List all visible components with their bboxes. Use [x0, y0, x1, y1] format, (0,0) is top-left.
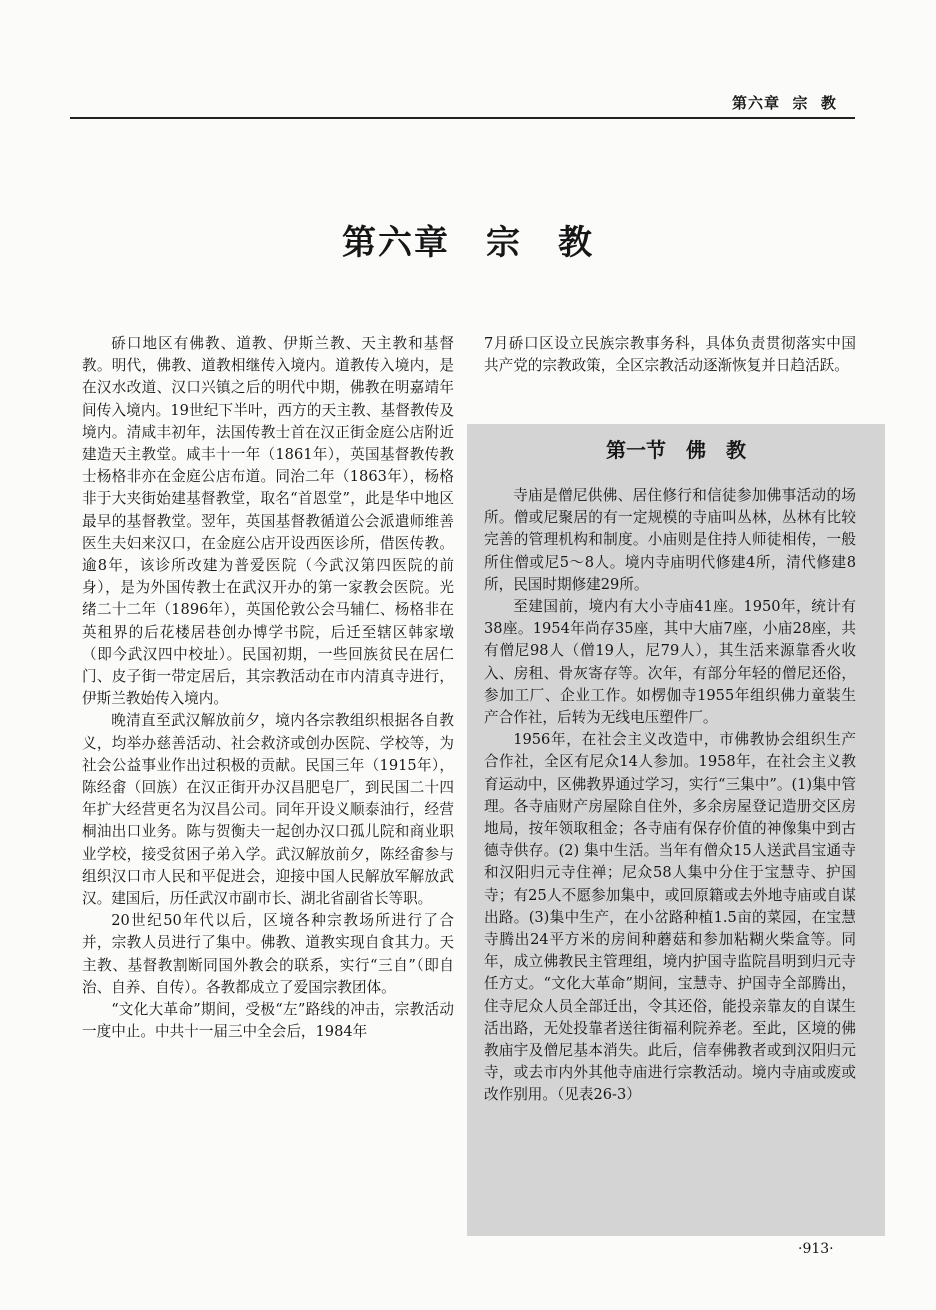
- page-number: ·913·: [798, 1241, 834, 1257]
- paragraph: 至建国前，境内有大小寺庙41座。1950年，统计有38座。1954年尚存35座，其中大庙7座，小庙28座，共有僧尼98人（僧19人，尼79人），其生活来源靠香火收入、房租、骨灰寄存等。次年，有部分年轻的僧尼还俗，参加工厂、企业工作。如楞伽寺1955年组织佛力童装生产合作社，后转为无线电压塑件厂。: [484, 598, 856, 727]
- section-title: 第一节 佛 教: [606, 438, 746, 462]
- section-shaded-box: [467, 424, 885, 1236]
- chapter-title: 第六章 宗 教: [342, 223, 594, 263]
- running-head: 第六章 宗 教: [732, 94, 837, 112]
- paragraph: “文化大革命”期间，受极“左”路线的冲击，宗教活动一度中止。中共十一届三中全会后，1984年: [82, 1001, 454, 1041]
- paragraph: 20世纪50年代以后，区境各种宗教场所进行了合并，宗教人员进行了集中。佛教、道教实现自食其力。天主教、基督教割断同国外教会的联系，实行“三自”（即自治、自养、自传）。各教都成立了爱国宗教团体。: [82, 912, 454, 996]
- header-rule: [70, 117, 855, 119]
- section-body: [484, 485, 856, 1107]
- left-column: [82, 333, 454, 1044]
- paragraph: 1956年，在社会主义改造中，市佛教协会组织生产合作社，全区有尼众14人参加。1958年，在社会主义教育运动中，区佛教界通过学习，实行“三集中”。(1)集中管理。各寺庙财产房屋除自住外，多余房屋登记造册交区房地局，按年领取租金；各寺庙有保存价值的神像集中到古德寺供存。(2) 集中生活。当年有僧众15人送武昌宝通寺和汉阳归元寺住禅；尼众58人集中分住于宝慧寺、护国寺；有25人不愿参加集中，或回原籍或去外地寺庙或自谋出路。(3)集中生产，在小岔路种植1.5亩的菜园，在宝慧寺腾出24平方米的房间种蘑菇和参加粘糊火柴盒等。同年，成立佛教民主管理组，境内护国寺监院昌明到归元寺任方丈。“文化大革命”期间，宝慧寺、护国寺全部腾出，住寺尼众人员全部迁出，令其还俗，能投亲靠友的自谋生活出路，无处投靠者送往街福利院养老。至此，区境的佛教庙宇及僧尼基本消失。此后，信奉佛教者或到汉阳归元寺，或去市内外其他寺庙进行宗教活动。境内寺庙或废或改作别用。（见表26-3）: [484, 731, 856, 1104]
- paragraph: 晚清直至武汉解放前夕，境内各宗教组织根据各自教义，均举办慈善活动、社会救济或创办医院、学校等，为社会公益事业作出过积极的贡献。民国三年（1915年），陈经畬（回族）在汉正街开办汉昌肥皂厂，到民国二十四年扩大经营更名为汉昌公司。同年开设义顺泰油行，经营桐油出口业务。陈与贺衡夫一起创办汉口孤儿院和商业职业学校，接受贫困子弟入学。武汉解放前夕，陈经畬参与组织汉口市人民和平促进会，迎接中国人民解放军解放武汉。建国后，历任武汉市副市长、湖北省副省长等职。: [82, 712, 454, 908]
- right-column-continuation: 7月硚口区设立民族宗教事务科，具体负责贯彻落实中国共产党的宗教政策，全区宗教活动逐渐恢复并日趋活跃。: [484, 335, 856, 375]
- paragraph: 寺庙是僧尼供佛、居住修行和信徒参加佛事活动的场所。僧或尼聚居的有一定规模的寺庙叫丛林，丛林有比较完善的管理机构和制度。小庙则是住持人师徒相传，一般所住僧或尼5～8人。境内寺庙明代修建4所，清代修建8所，民国时期修建29所。: [484, 487, 856, 593]
- paragraph: 硚口地区有佛教、道教、伊斯兰教、天主教和基督教。明代，佛教、道教相继传入境内。道教传入境内，是在汉水改道、汉口兴镇之后的明代中期，佛教在明嘉靖年间传入境内。19世纪下半叶，西方的天主教、基督教传及境内。清咸丰初年，法国传教士首在汉正街金庭公店附近建造天主教堂。咸丰十一年（1861年），英国基督教传教士杨格非亦在金庭公店布道。同治二年（1863年），杨格非于大夹街始建基督教堂，取名“首恩堂”，此是华中地区最早的基督教堂。翌年，英国基督教循道公会派遣师维善医生夫妇来汉口，在金庭公店开设西医诊所，借医传教。逾8年，该诊所改建为普爱医院（今武汉第四医院的前身），是为外国传教士在武汉开办的第一家教会医院。光绪二十二年（1896年），英国伦敦公会马辅仁、杨格非在英租界的后花楼居巷创办博学书院，后迁至辖区韩家墩（即今武汉四中校址）。民国初期，一些回族贫民在居仁门、皮子街一带定居后，其宗教活动在市内清真寺进行，伊斯兰教始传入境内。: [82, 335, 454, 708]
